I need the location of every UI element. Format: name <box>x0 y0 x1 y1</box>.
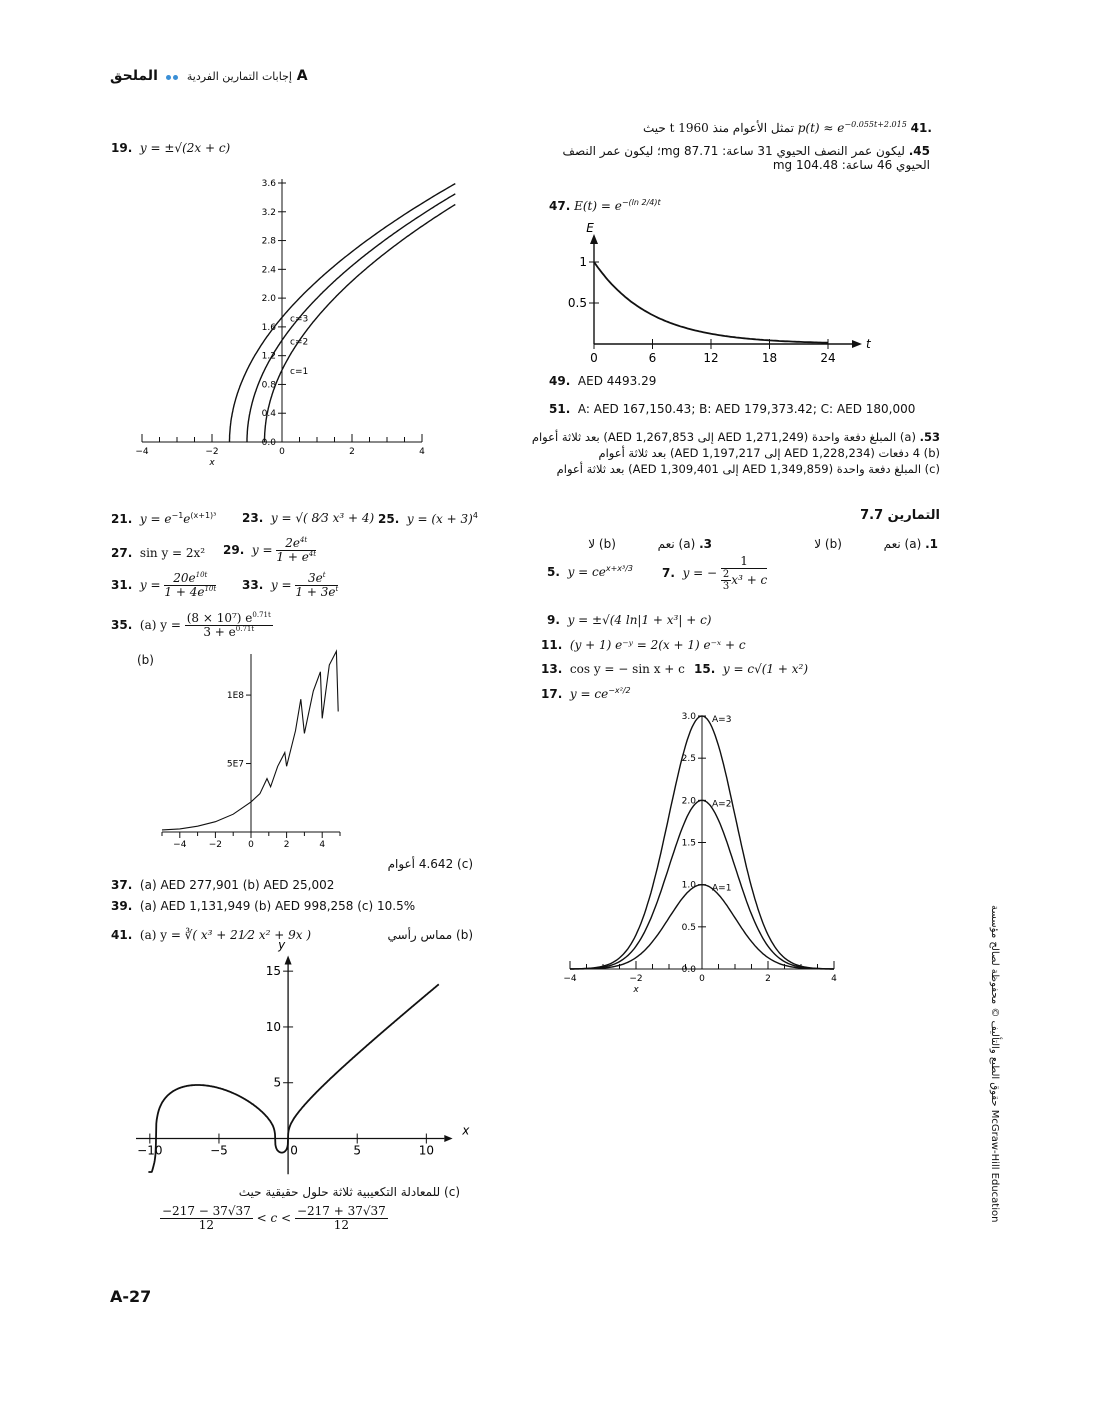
answer-41-right: حيث t تمثل الأعوام منذ 1960 $p(t) \approx e^{-0.055t+2.015}$ 41. <box>643 120 932 135</box>
y-tick-label: 1.6 <box>261 322 276 333</box>
answer-41b: (b) مماس رأسي <box>387 928 473 942</box>
y-tick-label: 0.4 <box>261 409 276 420</box>
answer-7: 7. y = − 1 $\frac{2}{3}$ x³ + c <box>662 554 768 593</box>
answer-11: 11. (y + 1) e⁻ʸ = 2(x + 1) e⁻ˣ + c <box>541 638 746 652</box>
answer-13: 13. cos y = − sin x + c <box>541 662 685 676</box>
page-number: A-27 <box>110 1287 152 1306</box>
x-tick-label: 4 <box>831 974 837 984</box>
answer-33: 33. y = $\frac{3e^t}{1 + 3e^t}$ <box>242 571 339 600</box>
x-tick-label: 4 <box>419 447 425 457</box>
x-tick-label: 18 <box>761 351 778 365</box>
answer-25: 25. $y = (x + 3)^4$ <box>378 511 478 526</box>
answer-23: 23. y = √( 8⁄3 x³ + 4) <box>242 511 375 525</box>
answer-41c-inequality: $\frac{-217 - 37√37}{12}$ < c < $\frac{-217 + 37√37}{12}$ <box>162 1204 386 1233</box>
y-tick-label: 10 <box>265 1019 282 1034</box>
x-tick-label: 0 <box>279 447 285 457</box>
answer-49: 49. AED 4493.29 <box>549 374 657 388</box>
chart-ex35 <box>150 650 360 855</box>
series-curve <box>594 262 828 343</box>
chart-ex17 <box>560 705 850 1005</box>
y-tick-label: 0.5 <box>681 922 696 933</box>
series-curve <box>162 651 338 830</box>
x-tick-label: 12 <box>703 351 719 365</box>
x-tick-label: 6 <box>648 351 657 365</box>
answer-21: 21. $y = e^{-1}e^{(x+1)^3}$ <box>111 511 217 526</box>
x-tick-label: −5 <box>210 1143 228 1158</box>
x-axis-arrow <box>444 1135 452 1142</box>
header-dots <box>165 70 179 83</box>
series-label: A=3 <box>712 715 732 725</box>
y-axis-label: y <box>278 937 286 952</box>
x-tick-label: 0 <box>290 1143 298 1158</box>
series-label: c=3 <box>290 314 309 325</box>
x-axis-label: x <box>209 458 215 468</box>
y-tick-label: 1.0 <box>681 880 696 891</box>
x-tick-label: 0 <box>590 351 598 365</box>
x-axis-label: t <box>866 337 871 351</box>
y-tick-label: 2.4 <box>261 265 276 276</box>
x-tick-label: −10 <box>137 1143 163 1158</box>
series-curve <box>230 184 456 442</box>
x-tick-label: −4 <box>563 974 577 984</box>
x-tick-label: −2 <box>205 447 219 457</box>
y-axis-label: E <box>586 221 594 235</box>
series-label: A=1 <box>712 883 732 894</box>
y-tick-label: 15 <box>265 964 282 979</box>
answer-1: 1. (a) نعم (b) لا <box>814 537 938 551</box>
x-axis-label: x <box>462 1123 470 1138</box>
x-tick-label: 2 <box>765 974 771 984</box>
answer-53: 53. (a) المبلغ دفعة واحدة (AED 1,271,249 إلى AED 1,267,853) بعد ثلاثة أعوام (b) 4 دفعات (AED 1,228,234 إلى AED 1,197,217) بعد ثلاثة أعوام (c) المبلغ دفعة واحدة (AED 1,349,859 إلى AED 1,309,401) بعد ثلاثة أعوام <box>531 430 940 476</box>
answer-27: 27. sin y = 2x² <box>111 546 206 560</box>
y-tick-label: 2.8 <box>261 236 276 247</box>
x-tick-label: 2 <box>349 447 355 457</box>
answer-29: 29. y = $\frac{2e^{4t}}{1 + e^{4t}}$ <box>223 536 317 565</box>
answer-35: 35. (a) y = $\frac{(8 \times 10^7) e^{0.71t}}{3 + e^{0.71t}}$ <box>111 611 271 640</box>
x-tick-label: −2 <box>208 840 223 850</box>
chart-ex47 <box>560 220 880 370</box>
x-tick-label: 4 <box>319 840 326 850</box>
y-tick-label: 0.5 <box>567 296 587 310</box>
y-tick-label: 2.0 <box>681 796 696 807</box>
y-tick-label: 2.5 <box>681 754 696 765</box>
series-label: A=2 <box>712 799 732 810</box>
series-curve <box>247 194 455 442</box>
side-copyright: حقوق الطبع والتأليف © محفوظة لصالح مؤسسة McGraw-Hill Education <box>989 905 1000 1223</box>
y-tick-label: 3.6 <box>261 179 276 189</box>
x-tick-label: 10 <box>418 1143 434 1158</box>
answer-47: 47. $E(t) = e^{-(ln 2/4)t}$ <box>549 198 661 213</box>
y-tick-label: 0.8 <box>261 380 276 391</box>
x-tick-label: −4 <box>135 447 149 457</box>
answer-9: 9. y = ±√(4 ln|1 + x³| + c) <box>547 613 712 627</box>
x-tick-label: −2 <box>629 974 643 984</box>
answer-3: 3. (a) نعم (b) لا <box>588 537 712 551</box>
x-tick-label: 0 <box>699 974 705 984</box>
y-tick-label: 1 <box>579 255 587 269</box>
y-tick-label: 1.2 <box>261 351 276 362</box>
x-tick-label: 5 <box>353 1143 362 1158</box>
answer-45: 45. ليكون عمر النصف الحيوي 31 ساعة: 87.71 mg؛ ليكون عمر النصف الحيوي 46 ساعة: 104.48 mg <box>562 144 930 172</box>
y-tick-label: 0.0 <box>261 438 276 448</box>
answer-51: 51. A: AED 167,150.43; B: AED 179,373.42; C: AED 180,000 <box>549 402 916 416</box>
x-axis-label: x <box>633 985 639 995</box>
x-tick-label: 24 <box>820 351 836 365</box>
answer-41-left: 41. (a) y = ∛( x³ + 21⁄2 x² + 9x ) <box>111 928 312 942</box>
section-title-7-7: التمارين 7.7 <box>860 508 940 523</box>
header-appendix: الملحق A <box>110 68 308 84</box>
series-label: c=1 <box>290 367 309 378</box>
answer-35b-label: (b) <box>137 653 154 667</box>
y-tick-label: 5 <box>273 1075 282 1090</box>
y-tick-label: 2.0 <box>261 294 276 305</box>
answer-39: 39. (a) AED 1,131,949 (b) AED 998,258 (c) 10.5% <box>111 899 416 913</box>
answer-37: 37. (a) AED 277,901 (b) AED 25,002 <box>111 878 335 892</box>
x-tick-label: 2 <box>283 840 290 850</box>
running-header <box>110 68 308 84</box>
answer-31: 31. y = $\frac{20e^{10t}}{1 + 4e^{10t}}$ <box>111 571 217 600</box>
series-label: c=2 <box>290 337 309 348</box>
answer-17: 17. $y = ce^{-x^2/2}$ <box>541 686 631 701</box>
y-tick-label: 5E7 <box>226 759 244 770</box>
y-tick-label: 3.2 <box>261 207 276 218</box>
answer-35c: (c) 4.642 أعوام <box>387 857 473 871</box>
answer-19: 19. y = ±√(2x + c) <box>111 141 231 155</box>
answer-15: 15. y = c√(1 + x²) <box>694 662 808 676</box>
x-tick-label: 0 <box>248 840 254 850</box>
header-subtitle: إجابات التمارين الفردية <box>186 70 292 83</box>
x-tick-label: −4 <box>173 840 187 850</box>
y-axis-arrow <box>590 234 598 244</box>
y-tick-label: 0.0 <box>681 965 696 975</box>
y-tick-label: 1E8 <box>226 691 244 702</box>
y-tick-label: 3.0 <box>681 712 696 722</box>
answer-5: 5. $y = ce^{x+x^3/3}$ <box>547 564 634 579</box>
chart-ex41 <box>130 937 470 1180</box>
x-axis-arrow <box>852 340 862 348</box>
y-tick-label: 1.5 <box>681 838 696 849</box>
answer-41c: (c) للمعادلة التكعيبية ثلاثة حلول حقيقية حيث <box>238 1185 460 1199</box>
chart-ex19 <box>130 165 440 475</box>
y-axis-arrow <box>285 956 292 965</box>
